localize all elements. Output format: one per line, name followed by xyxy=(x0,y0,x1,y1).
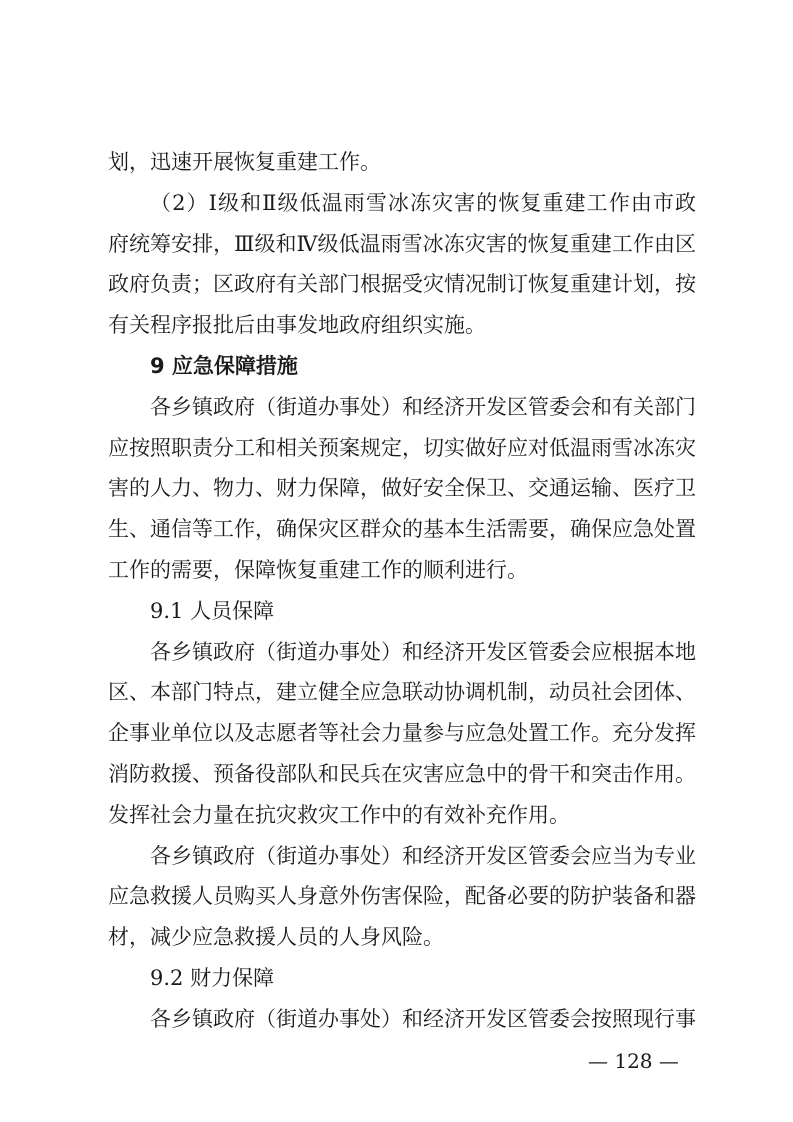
subsection-heading: 9.1 人员保障 xyxy=(150,599,275,623)
paragraph-line: 划，迅速开展恢复重建工作。 xyxy=(108,150,381,174)
paragraph-line: 各乡镇政府（街道办事处）和经济开发区管委会按照现行事 xyxy=(150,1007,696,1031)
subsection-heading: 9.2 财力保障 xyxy=(150,966,275,990)
paragraph-line: 工作的需要，保障恢复重建工作的顺利进行。 xyxy=(108,558,528,582)
paragraph-line: 材，减少应急救援人员的人身风险。 xyxy=(108,925,444,949)
paragraph-line: 各乡镇政府（街道办事处）和经济开发区管委会和有关部门 xyxy=(150,395,696,419)
paragraph-line: 各乡镇政府（街道办事处）和经济开发区管委会应当为专业 xyxy=(150,844,696,868)
paragraph-line: 政府负责；区政府有关部门根据受灾情况制订恢复重建计划，按 xyxy=(108,272,696,296)
paragraph-line: 害的人力、物力、财力保障，做好安全保卫、交通运输、医疗卫 xyxy=(108,476,696,500)
paragraph-line: 有关程序报批后由事发地政府组织实施。 xyxy=(108,313,486,337)
page-number: — 128 — xyxy=(588,1049,679,1073)
paragraph-line: 消防救援、预备役部队和民兵在灾害应急中的骨干和突击作用。 xyxy=(108,762,696,786)
paragraph-line: 应按照职责分工和相关预案规定，切实做好应对低温雨雪冰冻灾 xyxy=(108,436,696,460)
paragraph-line: 各乡镇政府（街道办事处）和经济开发区管委会应根据本地 xyxy=(150,640,696,664)
paragraph-line: 发挥社会力量在抗灾救灾工作中的有效补充作用。 xyxy=(108,803,570,827)
paragraph-line: 企事业单位以及志愿者等社会力量参与应急处置工作。充分发挥 xyxy=(108,721,696,745)
paragraph-line: 区、本部门特点，建立健全应急联动协调机制，动员社会团体、 xyxy=(108,680,696,704)
section-heading: 9 应急保障措施 xyxy=(150,354,298,378)
paragraph-line: 应急救援人员购买人身意外伤害保险，配备必要的防护装备和器 xyxy=(108,884,696,908)
paragraph-line: （2）Ⅰ级和Ⅱ级低温雨雪冰冻灾害的恢复重建工作由市政 xyxy=(150,191,696,215)
paragraph-line: 生、通信等工作，确保灾区群众的基本生活需要，确保应急处置 xyxy=(108,517,696,541)
paragraph-line: 府统筹安排，Ⅲ级和Ⅳ级低温雨雪冰冻灾害的恢复重建工作由区 xyxy=(108,232,696,256)
